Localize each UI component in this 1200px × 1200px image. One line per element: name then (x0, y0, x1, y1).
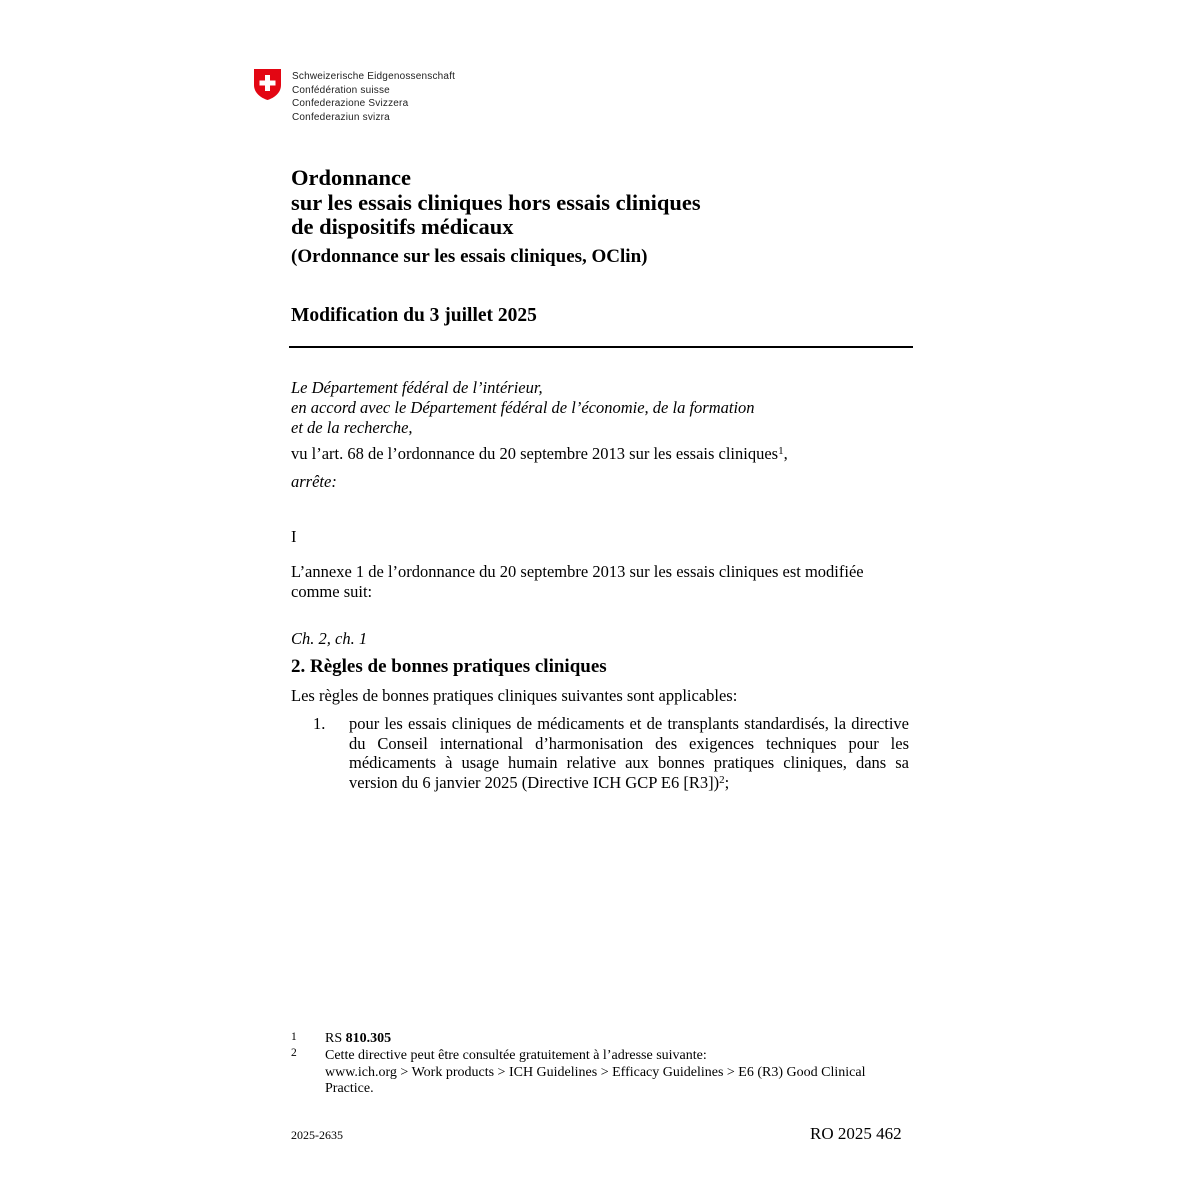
swiss-coat-of-arms-icon (253, 68, 282, 101)
footnote-line: Cette directive peut être consultée gratuitement à l’adresse suivante: (325, 1048, 707, 1063)
title-line: de dispositifs médicaux (291, 214, 514, 239)
preamble-intro (291, 378, 755, 438)
preamble-line: et de la recherche, (291, 418, 413, 437)
footnote-rs-number: 810.305 (345, 1031, 392, 1046)
legal-basis-end: , (783, 444, 788, 463)
footnote-text (325, 1031, 391, 1047)
section-number: I (291, 527, 297, 546)
list-item-number: 1. (313, 714, 326, 733)
official-compilation-ref: RO 2025 462 (810, 1124, 902, 1143)
legal-basis-text: vu l’art. 68 de l’ordonnance du 20 septembre 2013 sur les essais cliniques (291, 444, 779, 463)
list-item-end: ; (724, 772, 730, 792)
confederation-line-rm: Confederaziun svizra (292, 111, 390, 123)
list-item-text (349, 714, 909, 792)
footnote-ref-2[interactable]: 2 (719, 773, 725, 786)
confederation-line-de: Schweizerische Eidgenossenschaft (292, 71, 456, 82)
document-id: 2025-2635 (291, 1128, 343, 1142)
confederation-names (292, 70, 455, 124)
footnote-prefix: RS (325, 1031, 346, 1046)
short-title: (Ordonnance sur les essais cliniques, OClin) (291, 246, 648, 267)
section-heading: 2. Règles de bonnes pratiques cliniques (291, 656, 607, 677)
footnote-text (325, 1048, 915, 1098)
chapter-reference: Ch. 2, ch. 1 (291, 629, 368, 648)
document-title (291, 166, 701, 240)
modification-date: Modification du 3 juillet 2025 (291, 305, 537, 326)
confederation-line-it: Confederazione Svizzera (292, 98, 409, 109)
preamble-line: en accord avec le Département fédéral de l’économie, de la formation (291, 398, 755, 417)
footnote-number: 1 (291, 1031, 297, 1043)
list-item-body: pour les essais cliniques de médicaments et de transplants standardisés, la directive du Conseil international d’harmonisation des exigences techniques pour les médicaments à usage humain relative aux bonnes pratiques cliniques, dans sa version du 6 janvier 2025 (Directive ICH GCP E6 [R3]) (349, 714, 909, 792)
title-divider (289, 346, 913, 348)
footnote-ref-1[interactable]: 1 (778, 445, 784, 457)
footnote-number: 2 (291, 1047, 297, 1059)
confederation-line-fr: Confédération suisse (292, 84, 390, 96)
lead-sentence: Les règles de bonnes pratiques cliniques suivantes sont applicables: (291, 686, 738, 705)
title-line: Ordonnance (291, 165, 412, 190)
legal-basis (291, 444, 788, 464)
footnote-link-path: www.ich.org > Work products > ICH Guidelines > Efficacy Guidelines > E6 (R3) Good Clinical Practice. (325, 1064, 866, 1096)
title-line: sur les essais cliniques hors essais cliniques (291, 189, 701, 215)
decree-verb: arrête: (291, 472, 337, 491)
preamble-line: Le Département fédéral de l’intérieur, (291, 378, 543, 397)
annexe-paragraph: L’annexe 1 de l’ordonnance du 20 septembre 2013 sur les essais cliniques est modifiée comme suit: (291, 562, 864, 601)
